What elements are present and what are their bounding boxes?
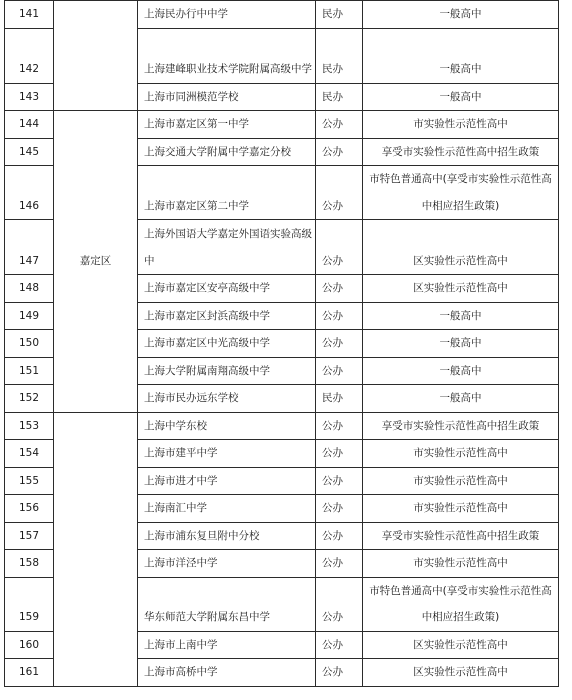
row-number: 151 xyxy=(5,357,54,385)
row-number: 159 xyxy=(5,577,54,631)
school-type: 公办 xyxy=(316,577,363,631)
row-number: 149 xyxy=(5,302,54,330)
school-category: 一般高中 xyxy=(363,330,559,358)
row-number: 141 xyxy=(5,1,54,29)
school-type: 民办 xyxy=(316,28,363,83)
school-name: 上海南汇中学 xyxy=(138,495,316,523)
school-name: 上海市嘉定区第二中学 xyxy=(138,166,316,220)
school-category: 享受市实验性示范性高中招生政策 xyxy=(363,522,559,550)
school-category: 一般高中 xyxy=(363,28,559,83)
row-number: 160 xyxy=(5,631,54,659)
row-number: 157 xyxy=(5,522,54,550)
school-category: 区实验性示范性高中 xyxy=(363,659,559,687)
table-row xyxy=(5,412,559,440)
school-category: 市特色普通高中(享受市实验性示范性高中相应招生政策) xyxy=(363,166,559,220)
district-cell xyxy=(54,412,138,686)
district-cell xyxy=(54,1,138,111)
school-type: 公办 xyxy=(316,631,363,659)
school-name: 上海市浦东复旦附中分校 xyxy=(138,522,316,550)
row-number: 143 xyxy=(5,83,54,111)
school-name: 上海市进才中学 xyxy=(138,467,316,495)
school-category: 区实验性示范性高中 xyxy=(363,275,559,303)
school-name: 上海市嘉定区封浜高级中学 xyxy=(138,302,316,330)
school-list-table xyxy=(4,0,559,687)
row-number: 158 xyxy=(5,550,54,578)
school-name: 上海大学附属南翔高级中学 xyxy=(138,357,316,385)
school-category: 一般高中 xyxy=(363,1,559,29)
school-name: 上海市洋泾中学 xyxy=(138,550,316,578)
school-type: 民办 xyxy=(316,83,363,111)
school-category: 市特色普通高中(享受市实验性示范性高中相应招生政策) xyxy=(363,577,559,631)
school-name: 上海市嘉定区安亭高级中学 xyxy=(138,275,316,303)
row-number: 150 xyxy=(5,330,54,358)
school-category: 区实验性示范性高中 xyxy=(363,220,559,275)
school-type: 公办 xyxy=(316,330,363,358)
school-type: 公办 xyxy=(316,522,363,550)
school-category: 一般高中 xyxy=(363,357,559,385)
school-category: 享受市实验性示范性高中招生政策 xyxy=(363,138,559,166)
row-number: 144 xyxy=(5,111,54,139)
row-number: 155 xyxy=(5,467,54,495)
school-type: 公办 xyxy=(316,275,363,303)
school-category: 市实验性示范性高中 xyxy=(363,467,559,495)
school-type: 公办 xyxy=(316,220,363,275)
school-name: 上海中学东校 xyxy=(138,412,316,440)
school-name: 上海市嘉定区中光高级中学 xyxy=(138,330,316,358)
school-type: 公办 xyxy=(316,440,363,468)
school-category: 一般高中 xyxy=(363,302,559,330)
school-name: 上海建峰职业技术学院附属高级中学 xyxy=(138,28,316,83)
school-type: 民办 xyxy=(316,1,363,29)
school-name: 上海市嘉定区第一中学 xyxy=(138,111,316,139)
school-name: 上海市民办远东学校 xyxy=(138,385,316,413)
district-jiading: 嘉定区 xyxy=(54,111,138,413)
row-number: 147 xyxy=(5,220,54,275)
school-type: 公办 xyxy=(316,166,363,220)
school-category: 一般高中 xyxy=(363,385,559,413)
row-number: 154 xyxy=(5,440,54,468)
table-row xyxy=(5,1,559,29)
school-type: 公办 xyxy=(316,138,363,166)
school-category: 享受市实验性示范性高中招生政策 xyxy=(363,412,559,440)
school-name: 上海民办行中中学 xyxy=(138,1,316,29)
school-type: 公办 xyxy=(316,412,363,440)
school-type: 公办 xyxy=(316,467,363,495)
school-name: 上海市高桥中学 xyxy=(138,659,316,687)
school-category: 市实验性示范性高中 xyxy=(363,495,559,523)
school-name: 上海市上南中学 xyxy=(138,631,316,659)
school-category: 区实验性示范性高中 xyxy=(363,631,559,659)
school-type: 公办 xyxy=(316,659,363,687)
row-number: 156 xyxy=(5,495,54,523)
school-type: 公办 xyxy=(316,111,363,139)
school-category: 一般高中 xyxy=(363,83,559,111)
school-category: 市实验性示范性高中 xyxy=(363,440,559,468)
row-number: 148 xyxy=(5,275,54,303)
row-number: 146 xyxy=(5,166,54,220)
school-type: 公办 xyxy=(316,302,363,330)
school-name: 上海交通大学附属中学嘉定分校 xyxy=(138,138,316,166)
school-type: 民办 xyxy=(316,385,363,413)
school-name: 上海外国语大学嘉定外国语实验高级中 xyxy=(138,220,316,275)
row-number: 161 xyxy=(5,659,54,687)
school-name: 华东师范大学附属东昌中学 xyxy=(138,577,316,631)
school-category: 市实验性示范性高中 xyxy=(363,111,559,139)
school-category: 市实验性示范性高中 xyxy=(363,550,559,578)
school-type: 公办 xyxy=(316,550,363,578)
row-number: 142 xyxy=(5,28,54,83)
row-number: 152 xyxy=(5,385,54,413)
school-name: 上海市同洲模范学校 xyxy=(138,83,316,111)
table-row xyxy=(5,111,559,139)
school-type: 公办 xyxy=(316,357,363,385)
row-number: 145 xyxy=(5,138,54,166)
school-type: 公办 xyxy=(316,495,363,523)
school-name: 上海市建平中学 xyxy=(138,440,316,468)
row-number: 153 xyxy=(5,412,54,440)
